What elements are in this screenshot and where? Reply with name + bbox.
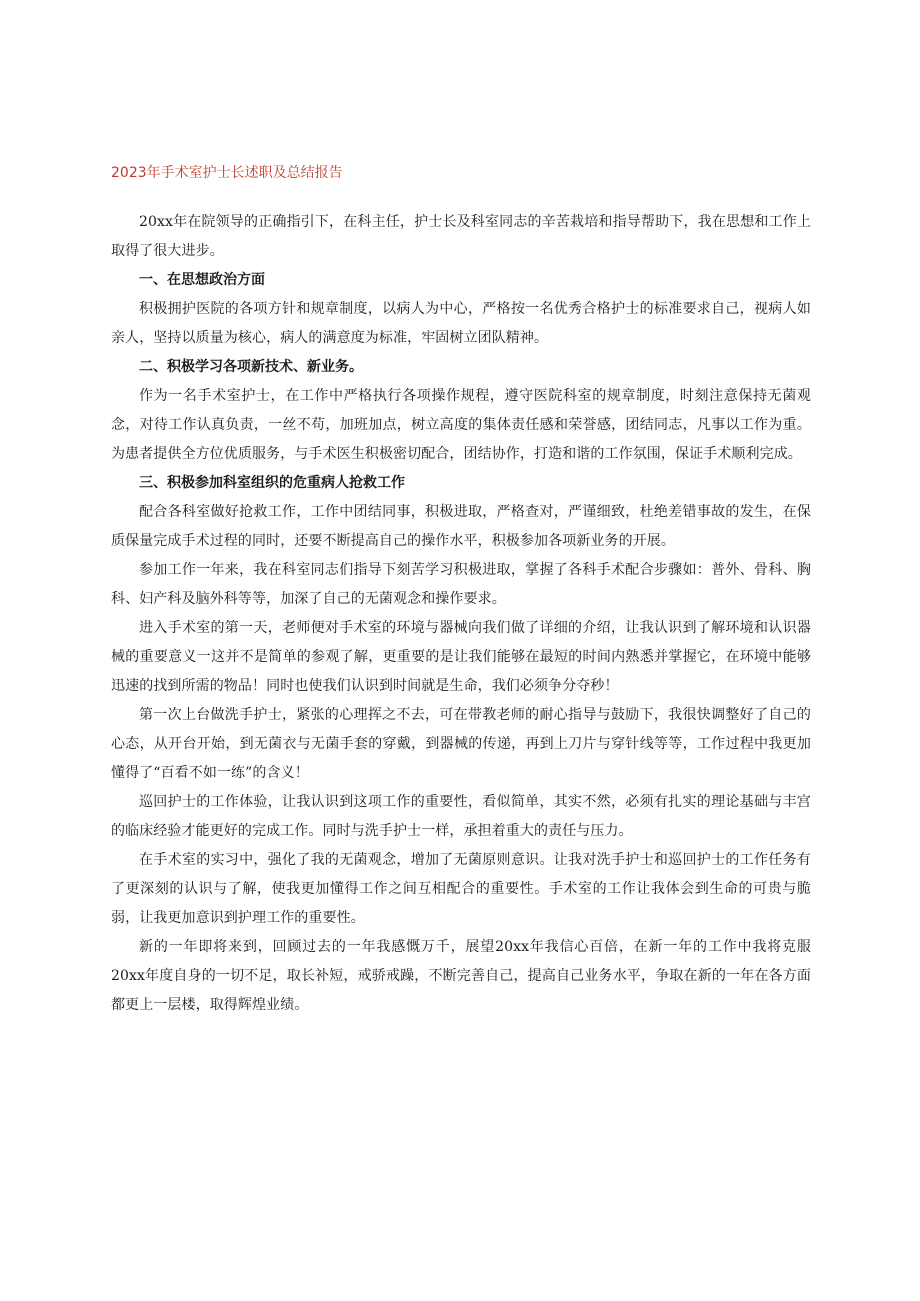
section-2-paragraph: 作为一名手术室护士，在工作中严格执行各项操作规程，遵守医院科室的规章制度，时刻注意保持无菌观念，对待工作认真负责，一丝不苟，加班加点，树立高度的集体责任感和荣誉感，团结同志，凡事以工作为重。为患者提供全方位优质服务，与手术医生积极密切配合，团结协作，打造和谐的工作氛围，保证手术顺利完成。 [111, 388, 811, 462]
document-title: 2023年手术室护士长述职及总结报告 [111, 165, 343, 181]
section-3-paragraph-3: 进入手术室的第一天，老师便对手术室的环境与器械向我们做了详细的介绍，让我认识到了解环境和认识器械的重要意义一这并不是简单的参观了解，更重要的是让我们能够在最短的时间内熟悉并掌握它，在环境中能够迅速的找到所需的物品！同时也使我们认识到时间就是生命，我们必须争分夺秒！ [111, 620, 811, 694]
section-heading-1: 一、在思想政治方面 [139, 272, 265, 288]
section-3-paragraph-1: 配合各科室做好抢救工作，工作中团结同事，积极进取，严格查对，严谨细致，杜绝差错事故的发生，在保质保量完成手术过程的同时，还要不断提高自己的操作水平，积极参加各项新业务的开展。 [111, 504, 811, 549]
section-3-paragraph-2: 参加工作一年来，我在科室同志们指导下刻苦学习积极进取，掌握了各科手术配合步骤如：普外、骨科、胸科、妇产科及脑外科等等，加深了自己的无菌观念和操作要求。 [111, 562, 811, 607]
document-page [111, 160, 811, 1020]
section-3-paragraph-4: 第一次上台做洗手护士，紧张的心理挥之不去，可在带教老师的耐心指导与鼓励下，我很快调整好了自己的心态，从开台开始，到无菌衣与无菌手套的穿戴，到器械的传递，再到上刀片与穿针线等等，工作过程中我更加懂得了“百看不如一练”的含义！ [111, 707, 811, 781]
section-heading-3: 三、积极参加科室组织的危重病人抢救工作 [139, 475, 405, 491]
section-3-paragraph-6: 在手术室的实习中，强化了我的无菌观念，增加了无菌原则意识。让我对洗手护士和巡回护士的工作任务有了更深刻的认识与了解，使我更加懂得工作之间互相配合的重要性。手术室的工作让我体会到生命的可贵与脆弱，让我更加意识到护理工作的重要性。 [111, 852, 811, 926]
section-3-paragraph-5: 巡回护士的工作体验，让我认识到这项工作的重要性，看似简单，其实不然，必须有扎实的理论基础与丰宫的临床经验才能更好的完成工作。同时与洗手护士一样，承担着重大的责任与压力。 [111, 794, 811, 839]
section-heading-2: 二、积极学习各项新技术、新业务。 [139, 359, 363, 375]
intro-paragraph: 20xx年在院领导的正确指引下，在科主任，护士长及科室同志的辛苦栽培和指导帮助下，我在思想和工作上取得了很大进步。 [111, 214, 811, 259]
closing-paragraph: 新的一年即将来到，回顾过去的一年我感慨万千，展望20xx年我信心百倍，在新一年的工作中我将克服20xx年度自身的一切不足，取长补短，戒骄戒躁，不断完善自己，提高自己业务水平，争取在新的一年在各方面都更上一层楼，取得辉煌业绩。 [111, 939, 811, 1013]
section-1-paragraph: 积极拥护医院的各项方针和规章制度，以病人为中心，严格按一名优秀合格护士的标准要求自己，视病人如亲人，坚持以质量为核心，病人的满意度为标准，牢固树立团队精神。 [111, 301, 811, 346]
